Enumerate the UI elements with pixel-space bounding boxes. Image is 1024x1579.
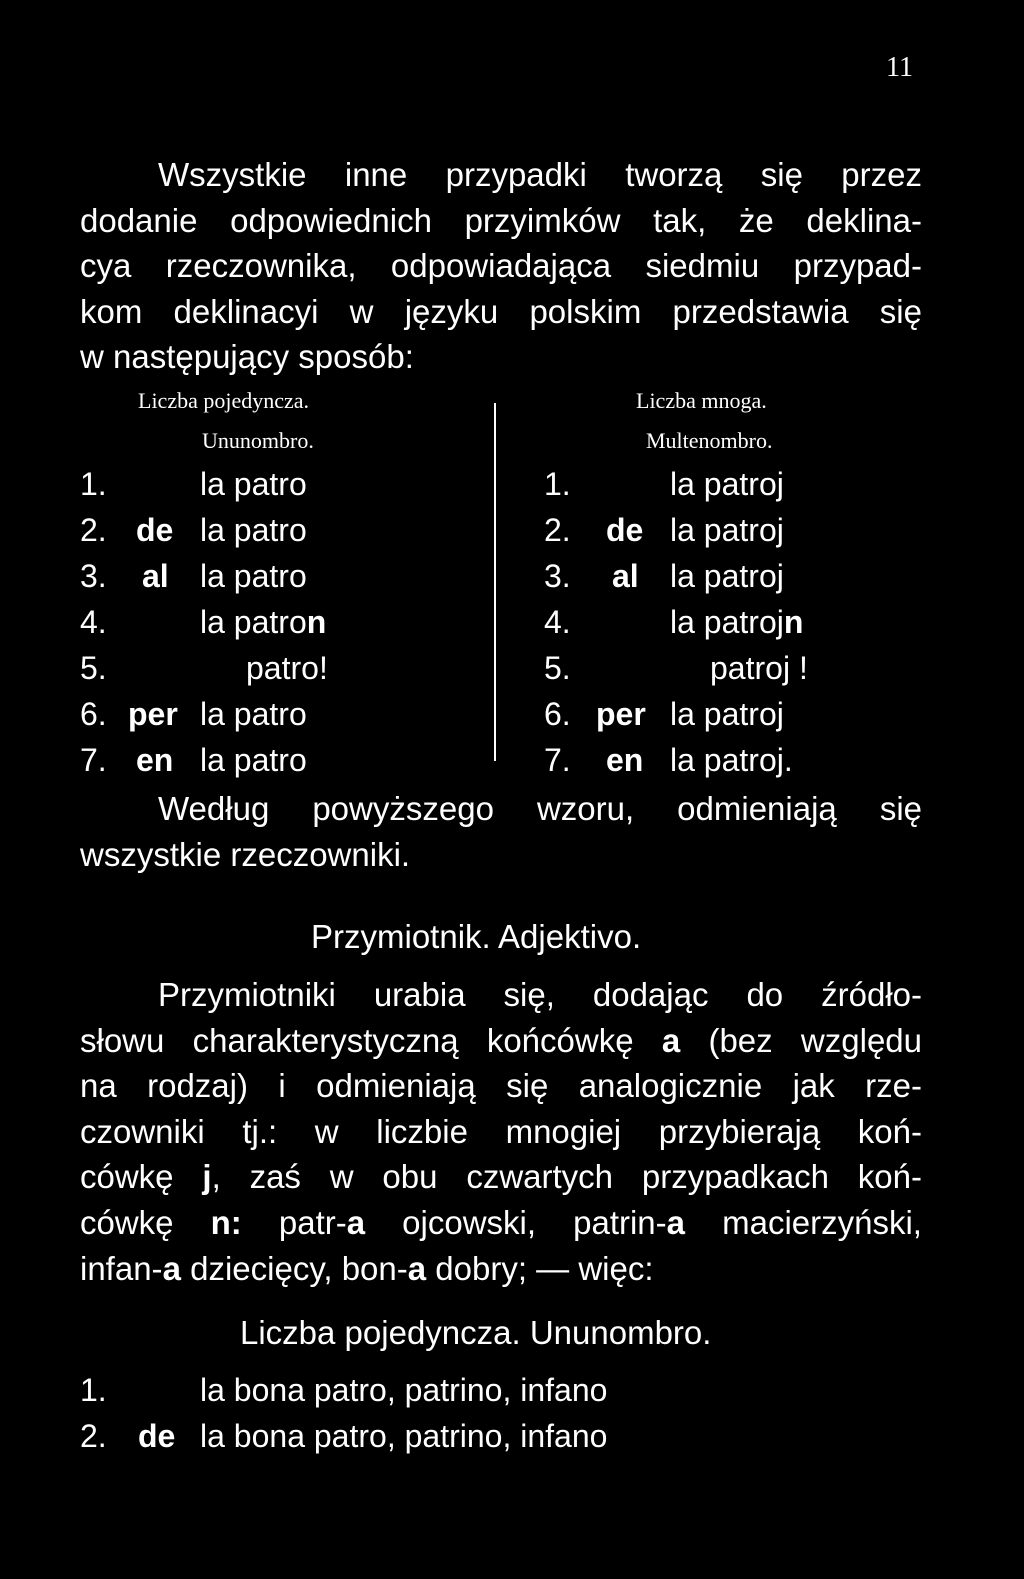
case-form: la patroj [670,696,784,732]
suffix-a: a [661,1021,681,1059]
adjective-line-2 [80,1018,922,1064]
case-number: 3. [80,558,107,594]
case-number: 4. [80,604,107,640]
plural-header-1: Liczba mnoga. [636,388,767,413]
adjective-line-3: na rodzaj) i odmieniają się analogicznie jak rze- [80,1067,922,1105]
suffix-a: a [407,1249,427,1287]
suffix-j: j [202,1158,212,1196]
case-number: 7. [544,742,571,778]
case-form: la patroj. [670,742,793,778]
case-form: la patro [200,512,307,548]
case-number: 1. [80,466,107,502]
adjective-paragraph [80,972,922,1291]
case-form: la patroj [670,512,784,548]
case-form: la bona patro, patrino, infano [200,1418,608,1454]
text-fragment: dziecięcy, bon- [180,1249,408,1287]
case-number: 3. [544,558,571,594]
form-main: la patroj [670,604,784,640]
intro-line-4: kom deklinacyi w języku polskim przedstawia się [80,292,922,330]
suffix-n: n: [210,1203,242,1241]
adjective-declension-header: Liczba pojedyncza. Ununombro. [240,1314,712,1351]
case-number: 6. [80,696,107,732]
adjective-line-1: Przymiotniki urabia się, dodając do źródło- [158,976,922,1013]
suffix-a: a [666,1203,686,1241]
intro-line-5: w następujący sposób: [80,338,414,376]
case-form: la patroj [670,558,784,594]
text-fragment: macierzyński, [685,1203,922,1241]
case-number: 2. [544,512,571,548]
suffix-a: a [346,1203,366,1241]
intro-line-1: Wszystkie inne przypadki tworzą się przez [158,156,922,193]
adjective-line-5 [80,1154,922,1200]
singular-header-1: Liczba pojedyncza. [138,388,310,413]
singular-header-2: Ununombro. [202,428,314,453]
case-preposition: al [142,558,169,594]
case-preposition: de [606,512,644,548]
case-preposition: per [596,696,646,732]
section-title: Przymiotnik. Adjektivo. [311,918,642,955]
case-number: 7. [80,742,107,778]
after-table-line-1: Według powyższego wzoru, odmieniają się [158,790,922,827]
case-form [200,604,326,641]
case-form: la bona patro, patrino, infano [200,1372,608,1408]
form-main: la patro [200,604,307,640]
case-preposition: en [136,742,174,778]
case-number: 2. [80,512,107,548]
page-number: 11 [886,52,913,83]
text-fragment: , zaś w obu czwartych przypadkach koń- [211,1158,923,1196]
form-suffix: n [783,604,804,640]
case-form: la patro [200,466,307,502]
intro-line-3: cya rzeczownika, odpowiadająca siedmiu przypad- [80,247,922,285]
case-number: 4. [544,604,571,640]
column-divider [494,403,496,761]
case-form: patroj ! [710,650,808,686]
case-form: la patroj [670,466,784,502]
form-suffix: n [306,604,327,640]
case-preposition: en [606,742,644,778]
after-table-line-2: wszystkie rzeczowniki. [80,835,411,873]
text-fragment: ojcowski, patrin- [365,1203,667,1241]
case-number: 5. [544,650,571,686]
case-form: la patro [200,742,307,778]
case-preposition: al [612,558,639,594]
text-fragment: patr- [241,1203,347,1241]
case-number: 2. [80,1418,107,1454]
adjective-line-4: czowniki tj.: w liczbie mnogiej przybierają koń- [80,1112,922,1150]
suffix-a: a [162,1249,181,1287]
text-fragment: infan- [80,1249,163,1287]
text-fragment: cówkę [80,1203,211,1241]
text-fragment: (bez względu [680,1021,922,1059]
case-preposition: de [136,512,174,548]
case-number: 1. [80,1372,107,1408]
text-fragment: dobry; — więc: [426,1249,654,1287]
case-preposition: per [128,696,178,732]
case-form: la patro [200,696,307,732]
case-preposition: de [138,1418,176,1454]
case-number: 6. [544,696,571,732]
case-form: la patro [200,558,307,594]
case-number: 1. [544,466,571,502]
intro-paragraph [80,152,922,380]
intro-line-2: dodanie odpowiednich przyimków tak, że deklina- [80,201,922,239]
adjective-line-6 [80,1200,922,1246]
plural-header-2: Multenombro. [646,428,773,453]
adjective-line-7 [80,1246,922,1292]
after-table-paragraph [80,786,922,877]
text-fragment: słowu charakterystyczną końcówkę [80,1021,662,1059]
case-form: patro! [246,650,328,686]
case-number: 5. [80,650,107,686]
text-fragment: cówkę [80,1158,203,1196]
case-form [670,604,803,641]
